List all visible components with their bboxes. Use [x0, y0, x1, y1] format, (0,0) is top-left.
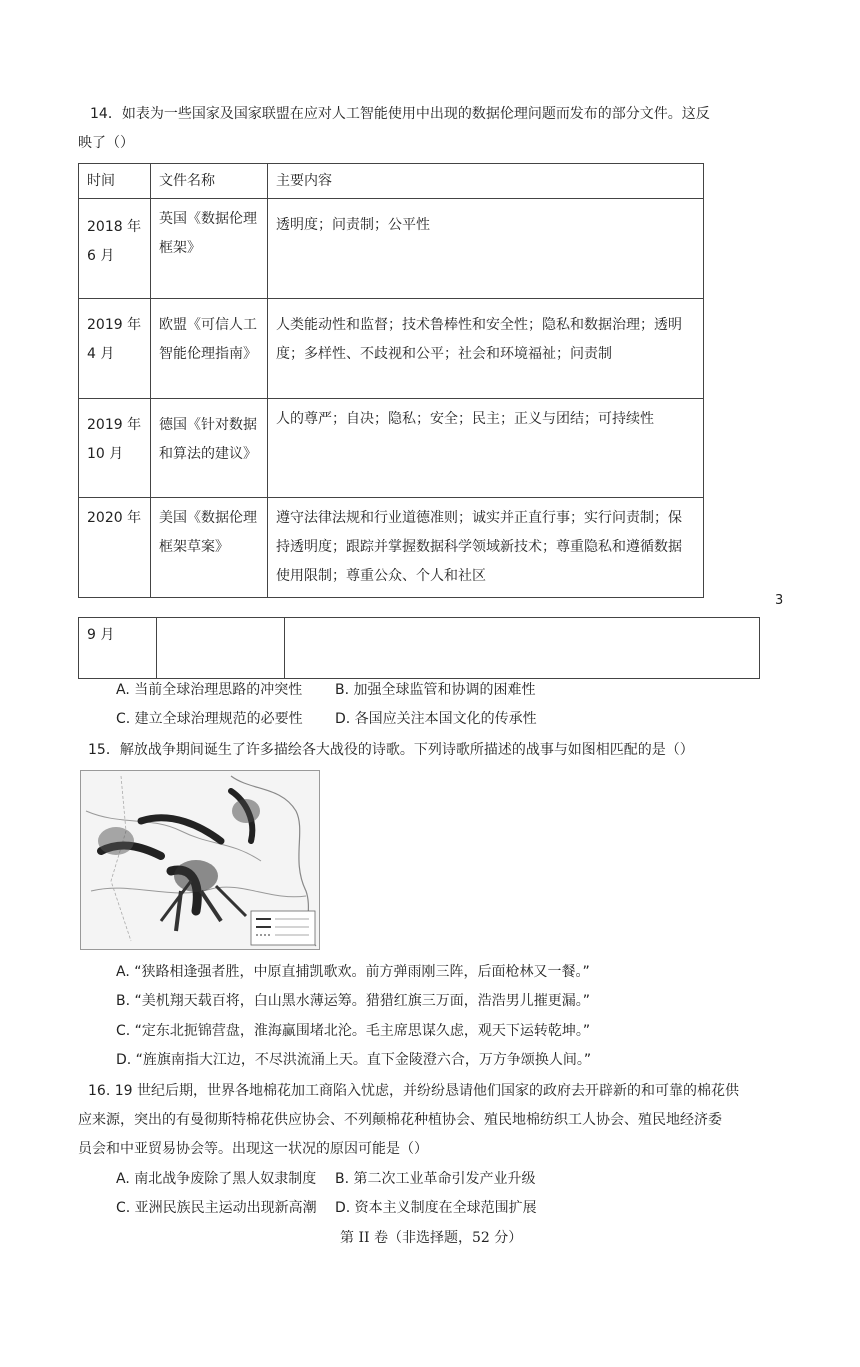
- row-time-year: 2019 年: [87, 417, 142, 433]
- q15-option-a: A. “狭路相逢强者胜，中原直捕凯歌欢。前方弹雨刚三阵，后面枪林又一餐。”: [116, 964, 590, 980]
- q16-option-d: D. 资本主义制度在全球范围扩展: [335, 1200, 537, 1216]
- q16-option-c: C. 亚洲民族民主运动出现新高潮: [116, 1200, 317, 1216]
- q16-stem-line1: 16. 19 世纪后期，世界各地棉花加工商陷入忧虑，并纷纷恳请他们国家的政府去开辟新的和可靠的棉花供: [88, 1083, 739, 1099]
- q16-option-a: A. 南北战争废除了黑人奴隶制度: [116, 1171, 317, 1187]
- q14-option-c: C. 建立全球治理规范的必要性: [116, 711, 303, 727]
- q14-table: [78, 163, 704, 598]
- table-row: [79, 199, 704, 299]
- q14-option-b: B. 加强全球监管和协调的困难性: [335, 682, 536, 698]
- row-time-month: 9 月: [87, 627, 115, 643]
- row-doc-name-l2: 和算法的建议》: [159, 446, 257, 462]
- table-header-name: 文件名称: [159, 173, 215, 189]
- q14-option-a: A. 当前全球治理思路的冲突性: [116, 682, 303, 698]
- row-doc-name-l2: 智能伦理指南》: [159, 346, 257, 362]
- q14-stem-line1: 14．如表为一些国家及国家联盟在应对人工智能使用中出现的数据伦理问题而发布的部分文件。这反: [90, 106, 710, 122]
- row-content-empty: [285, 618, 759, 630]
- row-time-month: 4 月: [87, 346, 115, 362]
- table-row: [79, 299, 704, 399]
- row-time-year: 2020 年: [87, 510, 142, 526]
- q15-stem: 15．解放战争期间诞生了许多描绘各大战役的诗歌。下列诗歌所描述的战事与如图相匹配的是（）: [88, 742, 694, 758]
- section-title: 第 II 卷（非选择题，52 分）: [340, 1230, 523, 1246]
- q14-option-d: D. 各国应关注本国文化的传承性: [335, 711, 537, 727]
- page-number: 3: [775, 593, 784, 608]
- row-time-year: 2019 年: [87, 317, 142, 333]
- table-row: [79, 618, 760, 679]
- battle-map-image: [80, 770, 320, 950]
- row-content: 人类能动性和监督；技术鲁棒性和安全性；隐私和数据治理；透明度；多样性、不歧视和公平；社会和环境福祉；问责制: [276, 317, 682, 362]
- q16-stem-line3: 员会和中亚贸易协会等。出现这一状况的原因可能是（）: [78, 1141, 428, 1157]
- row-doc-name-empty: [157, 618, 284, 630]
- row-doc-name-l1: 英国《数据伦理: [159, 211, 257, 227]
- q16-option-b: B. 第二次工业革命引发产业升级: [335, 1171, 536, 1187]
- row-content: 人的尊严；自决；隐私；安全；民主；正义与团结；可持续性: [276, 411, 654, 427]
- battle-map-icon: [81, 771, 319, 949]
- row-doc-name-l2: 框架草案》: [159, 539, 229, 555]
- table-row: [79, 399, 704, 498]
- table-header-content: 主要内容: [276, 173, 332, 189]
- row-doc-name-l1: 美国《数据伦理: [159, 510, 257, 526]
- row-doc-name-l2: 框架》: [159, 240, 201, 256]
- row-doc-name-l1: 欧盟《可信人工: [159, 317, 257, 333]
- row-content: 遵守法律法规和行业道德准则；诚实并正直行事；实行问责制；保持透明度；跟踪并掌握数据科学领域新技术；尊重隐私和遵循数据使用限制；尊重公众、个人和社区: [276, 510, 682, 584]
- q16-stem-line2: 应来源，突出的有曼彻斯特棉花供应协会、不列颠棉花种植协会、殖民地棉纺织工人协会、殖民地经济委: [78, 1112, 722, 1128]
- row-doc-name-l1: 德国《针对数据: [159, 417, 257, 433]
- q14-stem-line2: 映了（）: [78, 135, 134, 151]
- q15-option-c: C. “定东北扼锦营盘，淮海赢围堵北沦。毛主席思谋久虑，观天下运转乾坤。”: [116, 1023, 591, 1039]
- table-row: [79, 498, 704, 598]
- row-content: 透明度；问责制；公平性: [276, 217, 430, 233]
- row-time-month: 10 月: [87, 446, 124, 462]
- q15-option-b: B. “美机翔天载百将，白山黑水薄运筹。猎猎红旗三万面，浩浩男儿摧更漏。”: [116, 993, 591, 1009]
- q14-table-continued: [78, 617, 760, 679]
- row-time-month: 6 月: [87, 248, 115, 264]
- table-header-time: 时间: [87, 173, 115, 189]
- row-time-year: 2018 年: [87, 219, 142, 235]
- q15-option-d: D. “旌旗南指大江边，不尽洪流涌上天。直下金陵澄六合，万方争颂换人间。”: [116, 1052, 592, 1068]
